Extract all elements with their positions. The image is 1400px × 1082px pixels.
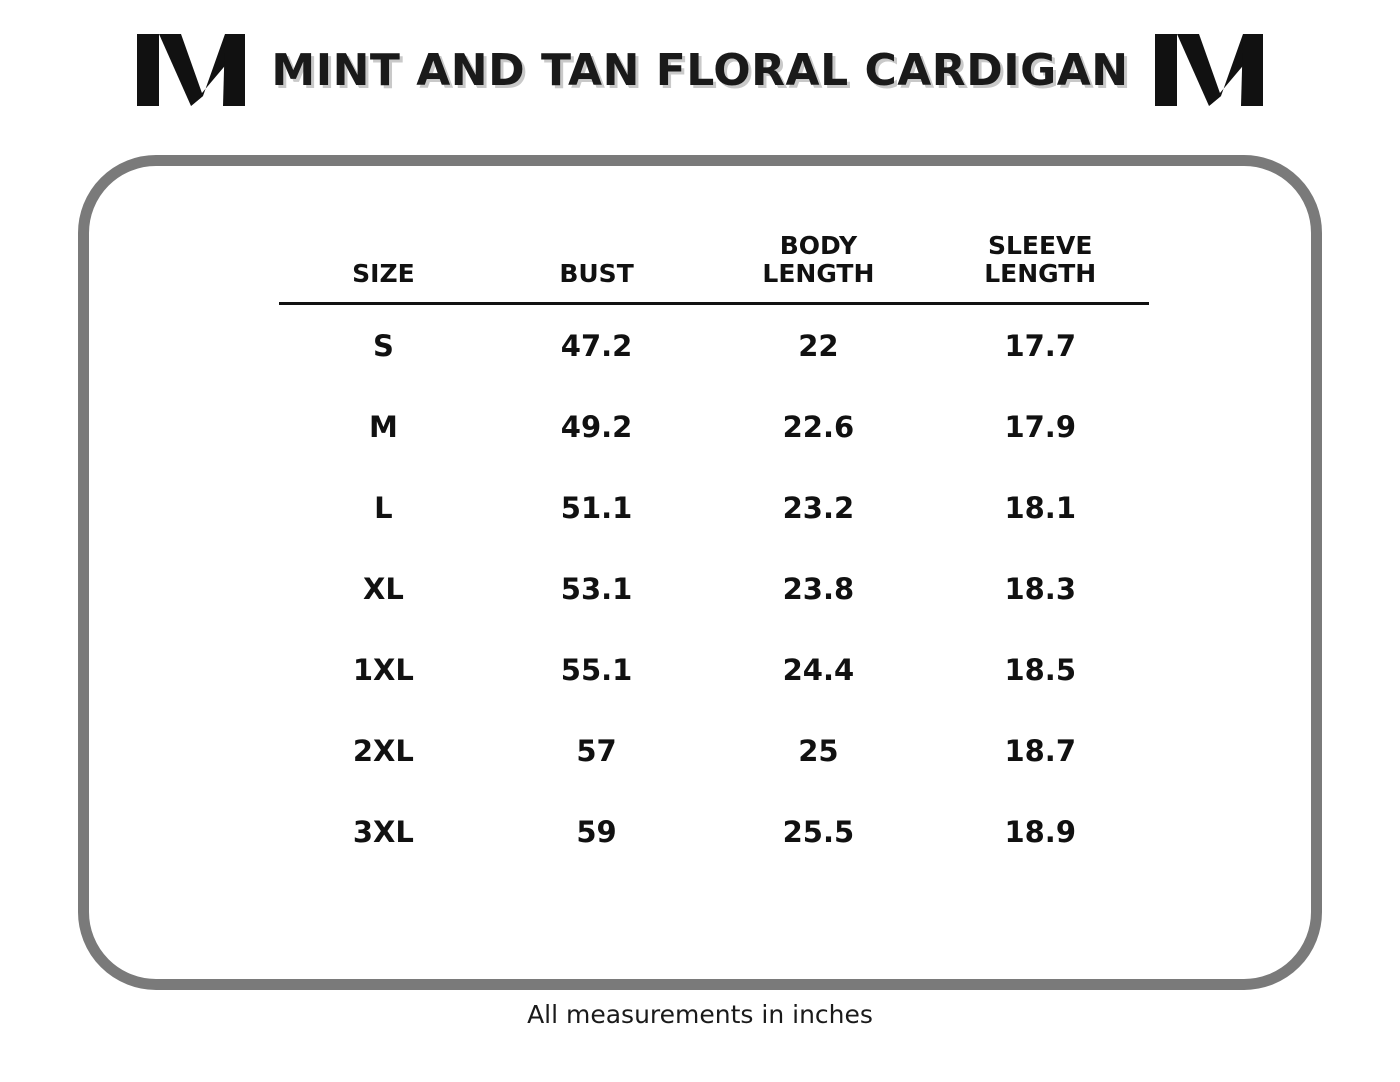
cell-bust: 47.2: [560, 328, 633, 363]
table-row: [279, 386, 1149, 467]
cell-sleeve-length: 18.1: [1004, 490, 1077, 525]
column-header-bust: BUST: [559, 259, 634, 288]
cell-body-length: 22: [798, 328, 839, 363]
cell-size: L: [374, 490, 393, 525]
column-header-body-length-line1: BODY: [779, 231, 858, 260]
cell-sleeve-length: 17.7: [1004, 328, 1077, 363]
cell-body-length: 23.8: [782, 571, 855, 606]
m-logo-icon-left: [137, 34, 245, 106]
cell-body-length: 22.6: [782, 409, 855, 444]
table-row: [279, 710, 1149, 791]
table-header: [279, 226, 1149, 304]
cell-bust: 59: [576, 814, 617, 849]
cell-sleeve-length: 18.3: [1004, 571, 1077, 606]
column-header-body-length-line2: LENGTH: [762, 259, 875, 288]
cell-body-length: 23.2: [782, 490, 855, 525]
measurement-note: All measurements in inches: [527, 1000, 873, 1029]
cell-body-length: 25.5: [782, 814, 855, 849]
cell-sleeve-length: 17.9: [1004, 409, 1077, 444]
cell-size: S: [372, 328, 394, 363]
cell-sleeve-length: 18.5: [1004, 652, 1077, 687]
cell-body-length: 24.4: [782, 652, 855, 687]
cell-bust: 57: [576, 733, 617, 768]
table-row: [279, 467, 1149, 548]
cell-size: 2XL: [352, 733, 414, 768]
cell-size: M: [368, 409, 398, 444]
header: [0, 0, 1400, 132]
table-body: [279, 304, 1149, 873]
page-title: MINT AND TAN FLORAL CARDIGAN: [271, 44, 1129, 96]
m-logo-icon-right: [1155, 34, 1263, 106]
table-row: [279, 548, 1149, 629]
cell-size: 3XL: [352, 814, 414, 849]
cell-size: 1XL: [352, 652, 414, 687]
table-row: [279, 304, 1149, 387]
column-header-size: SIZE: [352, 259, 415, 288]
size-table-wrapper: [279, 226, 1149, 872]
cell-bust: 49.2: [560, 409, 633, 444]
cell-size: XL: [362, 571, 404, 606]
size-table: [279, 226, 1149, 872]
cell-sleeve-length: 18.7: [1004, 733, 1077, 768]
cell-bust: 55.1: [560, 652, 633, 687]
size-chart-card: [78, 155, 1322, 990]
table-header-row: [279, 226, 1149, 304]
column-header-sleeve-length-line1: SLEEVE: [987, 231, 1093, 260]
column-header-body-length: [705, 226, 931, 304]
cell-bust: 53.1: [560, 571, 633, 606]
column-header-sleeve-length: [931, 226, 1149, 304]
cell-sleeve-length: 18.9: [1004, 814, 1077, 849]
cell-body-length: 25: [798, 733, 839, 768]
table-row: [279, 629, 1149, 710]
column-header-sleeve-length-line2: LENGTH: [984, 259, 1097, 288]
table-row: [279, 791, 1149, 872]
cell-bust: 51.1: [560, 490, 633, 525]
